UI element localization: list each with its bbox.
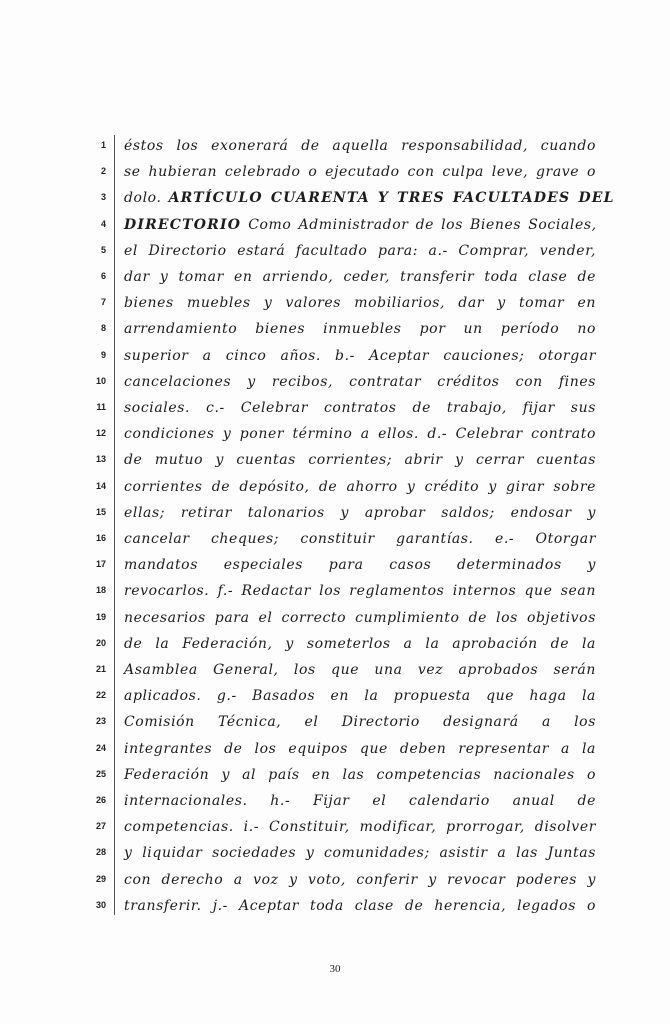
- text-line: [124, 554, 596, 580]
- text-line: [124, 607, 596, 633]
- text-line: [124, 685, 596, 711]
- line-number: 8: [100, 323, 106, 334]
- text-segment: Comisión Técnica, el Directorio designará a los: [124, 714, 596, 731]
- line-number: 29: [95, 873, 106, 884]
- line-number: 16: [95, 533, 106, 543]
- text-segment: sociales. c.- Celebrar contratos de trabajo, fijar sus: [124, 400, 596, 416]
- line-number: 22: [95, 690, 106, 701]
- text-line: [124, 371, 596, 397]
- line-number: 2: [100, 166, 106, 177]
- text-line: [124, 764, 596, 790]
- bold-text-segment: ARTÍCULO CUARENTA Y TRES FACULTADES DEL: [168, 190, 615, 207]
- text-line: [124, 633, 596, 659]
- line-number: 12: [95, 428, 106, 439]
- text-segment: bienes muebles y valores mobiliarios, dar y tomar en: [124, 295, 596, 312]
- line-number: 6: [100, 271, 106, 281]
- text-line: [124, 895, 596, 921]
- text-line: [124, 240, 596, 266]
- text-segment: ellas; retirar talonarios y aprobar saldos; endosar y: [124, 504, 596, 521]
- line-number: 4: [100, 218, 106, 229]
- margin-rule: [114, 135, 115, 915]
- text-line: [124, 397, 596, 423]
- line-number: 23: [95, 716, 106, 727]
- text-segment: mandatos especiales para casos determinados y: [124, 557, 596, 574]
- text-line: [124, 476, 596, 502]
- line-number: 26: [95, 795, 106, 805]
- text-line: [124, 502, 596, 528]
- text-segment: Asamblea General, los que una vez aprobados serán: [124, 662, 596, 678]
- text-segment: competencias. i.- Constituir, modificar, prorrogar, disolver: [124, 819, 596, 836]
- text-segment: el Directorio estará facultado para: a.- Comprar, vender,: [124, 242, 596, 259]
- text-segment: se hubieran celebrado o ejecutado con culpa leve, grave o: [124, 164, 596, 181]
- text-segment: cancelar cheques; constituir garantías. e.- Otorgar: [124, 531, 596, 547]
- text-line: [124, 869, 596, 895]
- line-number: 14: [95, 480, 106, 491]
- text-segment: aplicados. g.- Basados en la propuesta que haga la: [124, 688, 596, 705]
- text-line: [124, 449, 596, 475]
- text-segment: revocarlos. f.- Redactar los reglamentos internos que sean: [124, 583, 596, 600]
- text-segment: integrantes de los equipos que deben representar a la: [124, 740, 596, 757]
- text-segment: y liquidar sociedades y comunidades; asistir a las Juntas: [124, 845, 596, 862]
- text-line: [124, 659, 596, 685]
- line-number: 21: [95, 664, 106, 674]
- line-number: 9: [100, 349, 106, 360]
- text-line: [124, 292, 596, 318]
- text-line: [124, 187, 615, 213]
- line-number: 28: [95, 847, 106, 858]
- line-number: 27: [95, 821, 106, 832]
- text-segment: éstos los exonerará de aquella responsabilidad, cuando: [124, 138, 596, 154]
- line-number: 20: [95, 637, 106, 648]
- text-segment: Como Administrador de los Bienes Sociales,: [241, 216, 597, 233]
- line-number: 13: [95, 454, 106, 465]
- text-line: [124, 135, 596, 161]
- text-line: [124, 345, 596, 371]
- text-segment: Federación y al país en las competencias nacionales o: [124, 766, 596, 783]
- text-segment: cancelaciones y recibos, contratar créditos con fines: [124, 373, 596, 390]
- text-segment: transferir. j.- Aceptar toda clase de herencia, legados o: [124, 897, 596, 914]
- text-segment: con derecho a voz y voto, conferir y revocar poderes y: [124, 871, 596, 888]
- text-segment: de mutuo y cuentas corrientes; abrir y cerrar cuentas: [124, 452, 596, 469]
- text-line: [124, 318, 596, 344]
- line-number: 10: [95, 375, 106, 386]
- text-segment: condiciones y poner término a ellos. d.- Celebrar contrato: [124, 426, 596, 443]
- text-line: [124, 816, 596, 842]
- text-line: [124, 266, 596, 292]
- line-number: 7: [100, 297, 106, 308]
- text-line: [124, 790, 596, 816]
- line-number: 15: [95, 506, 106, 517]
- text-line: [124, 161, 596, 187]
- text-line: [124, 842, 596, 868]
- line-number: 18: [95, 585, 106, 596]
- text-segment: corrientes de depósito, de ahorro y crédito y girar sobre: [124, 478, 596, 495]
- text-segment: dar y tomar en arriendo, ceder, transferir toda clase de: [124, 269, 596, 285]
- line-number: 30: [95, 899, 106, 910]
- line-number: 1: [100, 140, 106, 150]
- text-segment: superior a cinco años. b.- Aceptar cauciones; otorgar: [124, 347, 596, 364]
- text-segment: internacionales. h.- Fijar el calendario anual de: [124, 793, 596, 809]
- text-segment: de la Federación, y someterlos a la aprobación de la: [124, 635, 596, 652]
- page-number: 30: [329, 963, 341, 975]
- text-line: [124, 528, 596, 554]
- line-number: 24: [95, 742, 106, 753]
- text-segment: necesarios para el correcto cumplimiento de los objetivos: [124, 609, 596, 626]
- text-line: [124, 738, 596, 764]
- text-line: [124, 580, 596, 606]
- text-line: [124, 711, 596, 737]
- line-number: 11: [96, 402, 106, 412]
- line-number: 3: [100, 192, 106, 203]
- line-number: 25: [95, 768, 106, 779]
- bold-text-segment: DIRECTORIO: [124, 216, 242, 233]
- text-line: [124, 423, 596, 449]
- text-segment: dolo.: [124, 190, 169, 207]
- text-segment: arrendamiento bienes inmuebles por un período no: [124, 321, 596, 338]
- line-number: 17: [95, 559, 106, 570]
- line-number: 19: [95, 611, 106, 622]
- line-number: 5: [100, 244, 106, 255]
- text-line: [124, 214, 596, 240]
